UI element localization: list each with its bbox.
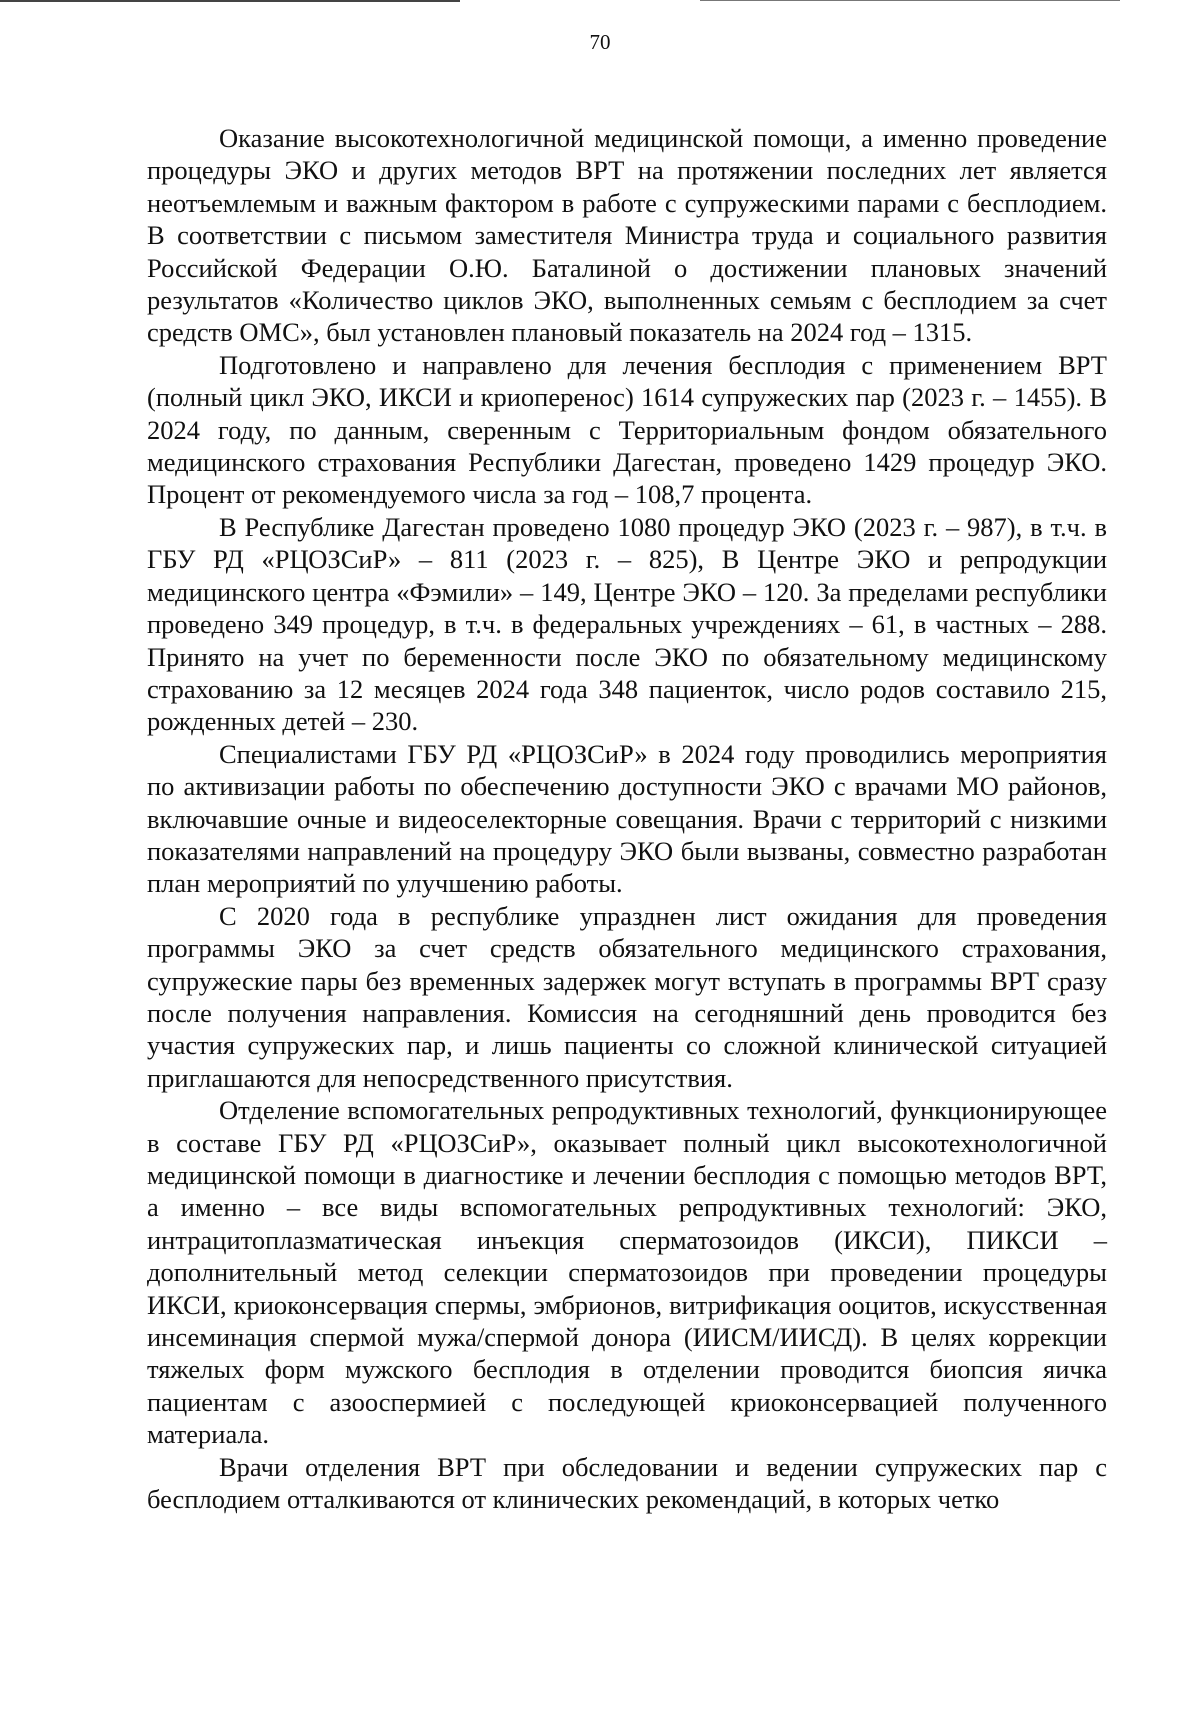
paragraph-7: Врачи отделения ВРТ при обследовании и ведении супружеских пар с бесплодием отталкиваются от клинических рекомендаций, в которых четко [147,1451,1107,1515]
paragraph-2: Подготовлено и направлено для лечения бесплодия с применением ВРТ (полный цикл ЭКО, ИКСИ и криоперенос) 1614 супружеских пар (2023 г. – 1455). В 2024 году, по данным, сверенным с Территориальным фондом обязательного медицинского страхования Республики Дагестан, проведено 1429 процедур ЭКО. Процент от рекомендуемого числа за год – 108,7 процента. [147,349,1107,510]
paragraph-6: Отделение вспомогательных репродуктивных технологий, функционирующее в составе ГБУ РД «РЦОЗСиР», оказывает полный цикл высокотехнологичной медицинской помощи в диагностике и лечении бесплодия с помощью методов ВРТ, а именно – все виды вспомогательных репродуктивных технологий: ЭКО, интрацитоплазматическая инъекция сперматозоидов (ИКСИ), ПИКСИ – дополнительный метод селекции сперматозоидов при проведении процедуры ИКСИ, криоконсервация спермы, эмбрионов, витрификация ооцитов, искусственная инсеминация спермой мужа/спермой донора (ИИСМ/ИИСД). В целях коррекции тяжелых форм мужского бесплодия в отделении проводится биопсия яичка пациентам с азооспермией с последующей криоконсервацией полученного материала. [147,1095,1107,1450]
document-body [147,122,1107,1515]
paragraph-5: С 2020 года в республике упразднен лист ожидания для проведения программы ЭКО за счет средств обязательного медицинского страхования, супружеские пары без временных задержек могут вступать в программы ВРТ сразу после получения направления. Комиссия на сегодняшний день проводится без участия супружеских пар, и лишь пациенты со сложной клинической ситуацией приглашаются для непосредственного присутствия. [147,900,1107,1093]
scan-edge-line [0,0,460,2]
paragraph-3: В Республике Дагестан проведено 1080 процедур ЭКО (2023 г. – 987), в т.ч. в ГБУ РД «РЦОЗСиР» – 811 (2023 г. – 825), В Центре ЭКО и репродукции медицинского центра «Фэмили» – 149, Центре ЭКО – 120. За пределами республики проведено 349 процедур, в т.ч. в федеральных учреждениях – 61, в частных – 288. Принято на учет по беременности после ЭКО по обязательному медицинскому страхованию за 12 месяцев 2024 года 348 пациенток, число родов составило 215, рожденных детей – 230. [147,511,1107,737]
page-number: 70 [589,30,611,54]
paragraph-4: Специалистами ГБУ РД «РЦОЗСиР» в 2024 году проводились мероприятия по активизации работы по обеспечению доступности ЭКО с врачами МО районов, включавшие очные и видеоселекторные совещания. Врачи с территорий с низкими показателями направлений на процедуру ЭКО были вызваны, совместно разработан план мероприятий по улучшению работы. [147,738,1107,899]
scan-edge-line [700,0,1120,1]
paragraph-1: Оказание высокотехнологичной медицинской помощи, а именно проведение процедуры ЭКО и других методов ВРТ на протяжении последних лет является неотъемлемым и важным фактором в работе с супружескими парами с бесплодием. В соответствии с письмом заместителя Министра труда и социального развития Российской Федерации О.Ю. Баталиной о достижении плановых значений результатов «Количество циклов ЭКО, выполненных семьям с бесплодием за счет средств ОМС», был установлен плановый показатель на 2024 год – 1315. [147,123,1107,348]
